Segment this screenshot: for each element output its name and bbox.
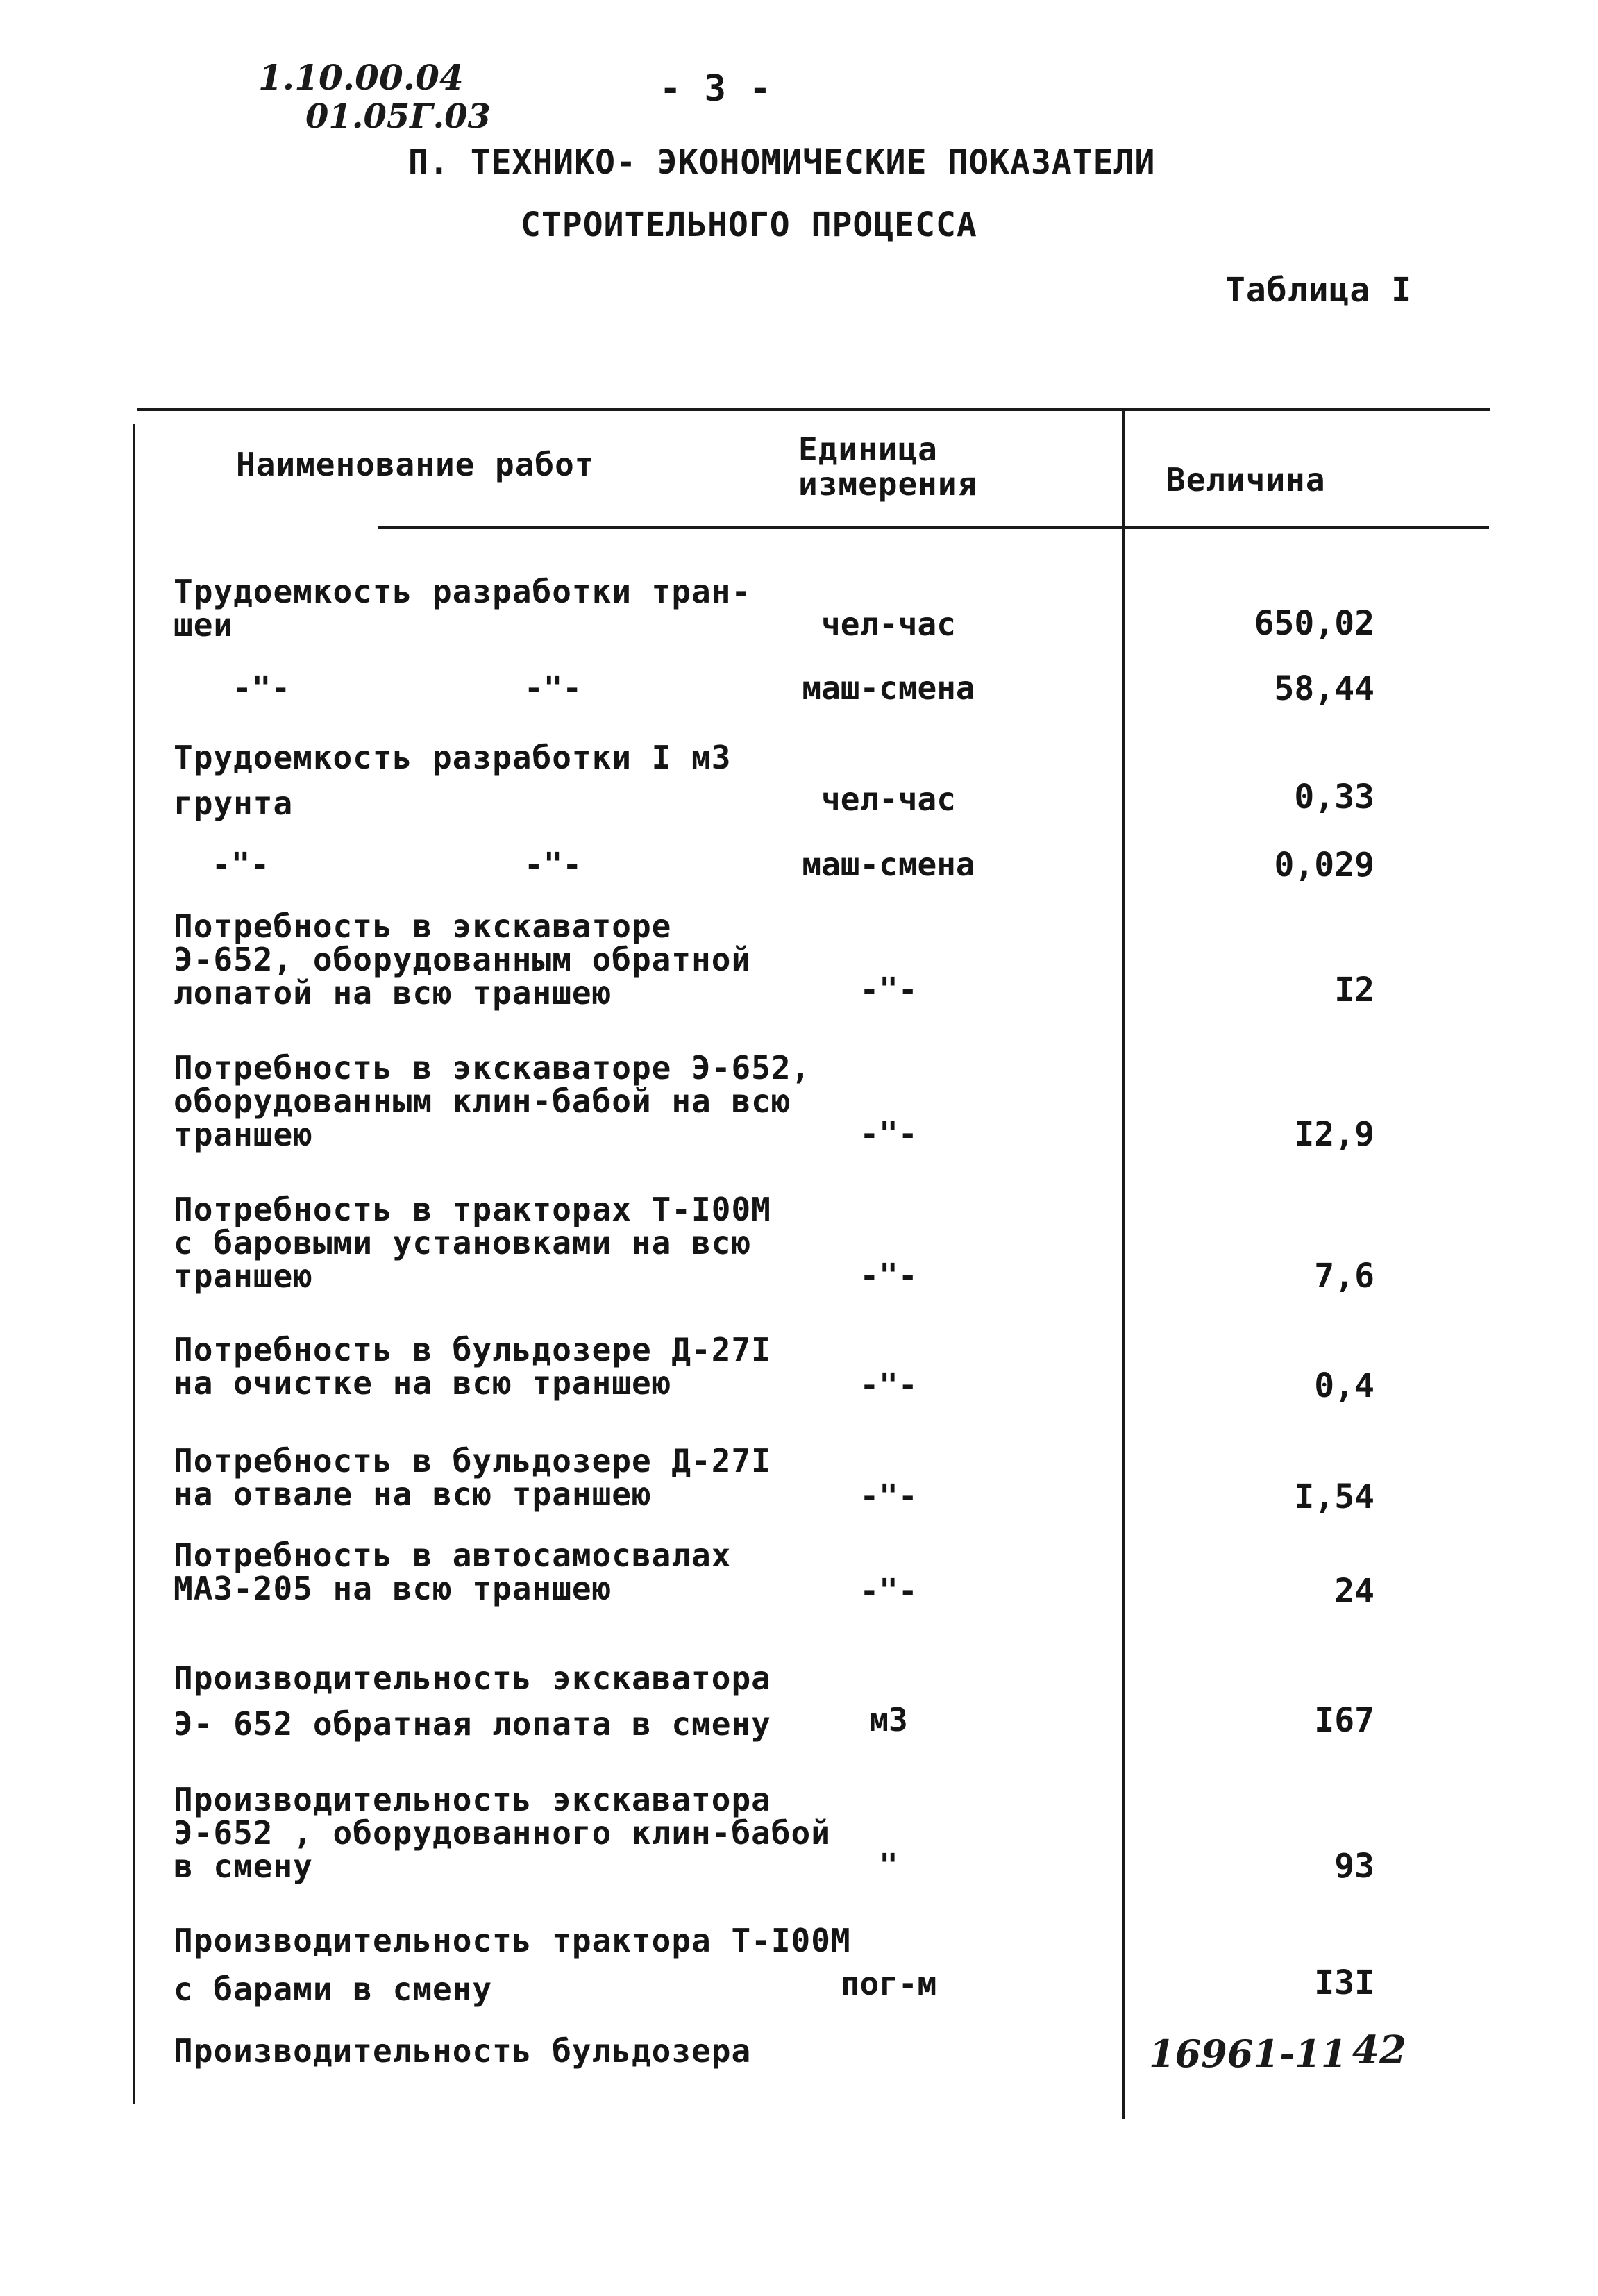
row-value: I2,9 (1294, 1115, 1374, 1154)
header-bottom-border (378, 526, 1489, 529)
row-value: 650,02 (1254, 604, 1374, 643)
row-value: I,54 (1294, 1477, 1374, 1516)
row-value: 0,33 (1294, 778, 1374, 816)
row-value: 58,44 (1274, 669, 1374, 708)
row-name: Трудоемкость разработки I м3 грунта (174, 739, 732, 822)
row-ditto-mark: -"- (233, 669, 291, 707)
row-name: Потребность в бульдозере Д-27I на отвале на всю траншею (174, 1442, 771, 1513)
section-title-line2: СТРОИТЕЛЬНОГО ПРОЦЕССА (521, 206, 977, 244)
row-ditto-mark: -"- (524, 846, 582, 883)
row-unit: -"- (859, 1477, 918, 1515)
row-name: Потребность в экскаваторе Э-652, оборудованным клин-бабой на всю траншею (174, 1049, 811, 1153)
table-top-border (137, 408, 1490, 411)
row-value: 24 (1334, 1572, 1374, 1611)
row-value: I3I (1314, 1963, 1374, 2002)
row-unit: маш-смена (802, 669, 975, 707)
archive-number: 16961-11 (1149, 2031, 1347, 2076)
row-unit: чел-час (821, 780, 956, 818)
row-value: 93 (1334, 1847, 1374, 1886)
row-unit: чел-час (821, 605, 956, 643)
row-name: Потребность в автосамосвалах МАЗ-205 на всю траншею (174, 1536, 732, 1607)
row-name: Производительность трактора Т-I00М с барами в смену (174, 1922, 851, 2008)
row-unit: пог-м (840, 1965, 937, 2002)
table-label: Таблица I (1225, 271, 1413, 310)
doc-code-2: 01.05Г.03 (305, 97, 491, 136)
row-ditto-mark: -"- (212, 846, 270, 883)
row-name: Производительность бульдозера (174, 2032, 752, 2070)
row-name: Потребность в бульдозере Д-27I на очистке на всю траншею (174, 1331, 771, 1402)
page-number: - 3 - (659, 68, 772, 110)
column-header-name: Наименование работ (236, 446, 595, 483)
column-header-unit-line2: измерения (798, 465, 978, 503)
column-header-unit-line1: Единица (798, 430, 938, 468)
row-unit: " (879, 1847, 898, 1884)
left-border (133, 424, 135, 2104)
column-header-value: Величина (1166, 461, 1326, 498)
row-value: 0,029 (1274, 846, 1374, 885)
row-unit: -"- (859, 1572, 918, 1609)
row-value: I67 (1314, 1701, 1374, 1740)
row-name: Производительность экскаватора Э-652 , оборудованного клин-бабой в смену (174, 1781, 831, 1885)
row-name: Потребность в тракторах Т-I00М с баровыми установками на всю траншею (174, 1191, 771, 1295)
row-name: Трудоемкость разработки тран- шеи (174, 573, 752, 644)
row-value: I2 (1334, 971, 1374, 1009)
row-unit: маш-смена (802, 846, 975, 883)
row-value: 7,6 (1314, 1257, 1374, 1296)
row-ditto-mark: -"- (524, 669, 582, 707)
row-value: 0,4 (1314, 1366, 1374, 1405)
sheet-number: 42 (1352, 2027, 1406, 2073)
row-name: Потребность в экскаваторе Э-652, оборудованным обратной лопатой на всю траншею (174, 907, 752, 1012)
value-column-divider (1122, 411, 1125, 2119)
section-title-line1: П. ТЕХНИКО- ЭКОНОМИЧЕСКИЕ ПОКАЗАТЕЛИ (408, 143, 1156, 182)
row-unit: -"- (859, 971, 918, 1008)
row-name: Производительность экскаватора Э- 652 обратная лопата в смену (174, 1659, 771, 1743)
row-unit: -"- (859, 1257, 918, 1294)
doc-code-1: 1.10.00.04 (258, 57, 464, 98)
row-unit: -"- (859, 1115, 918, 1153)
row-unit: -"- (859, 1366, 918, 1404)
row-unit: м3 (869, 1701, 908, 1738)
